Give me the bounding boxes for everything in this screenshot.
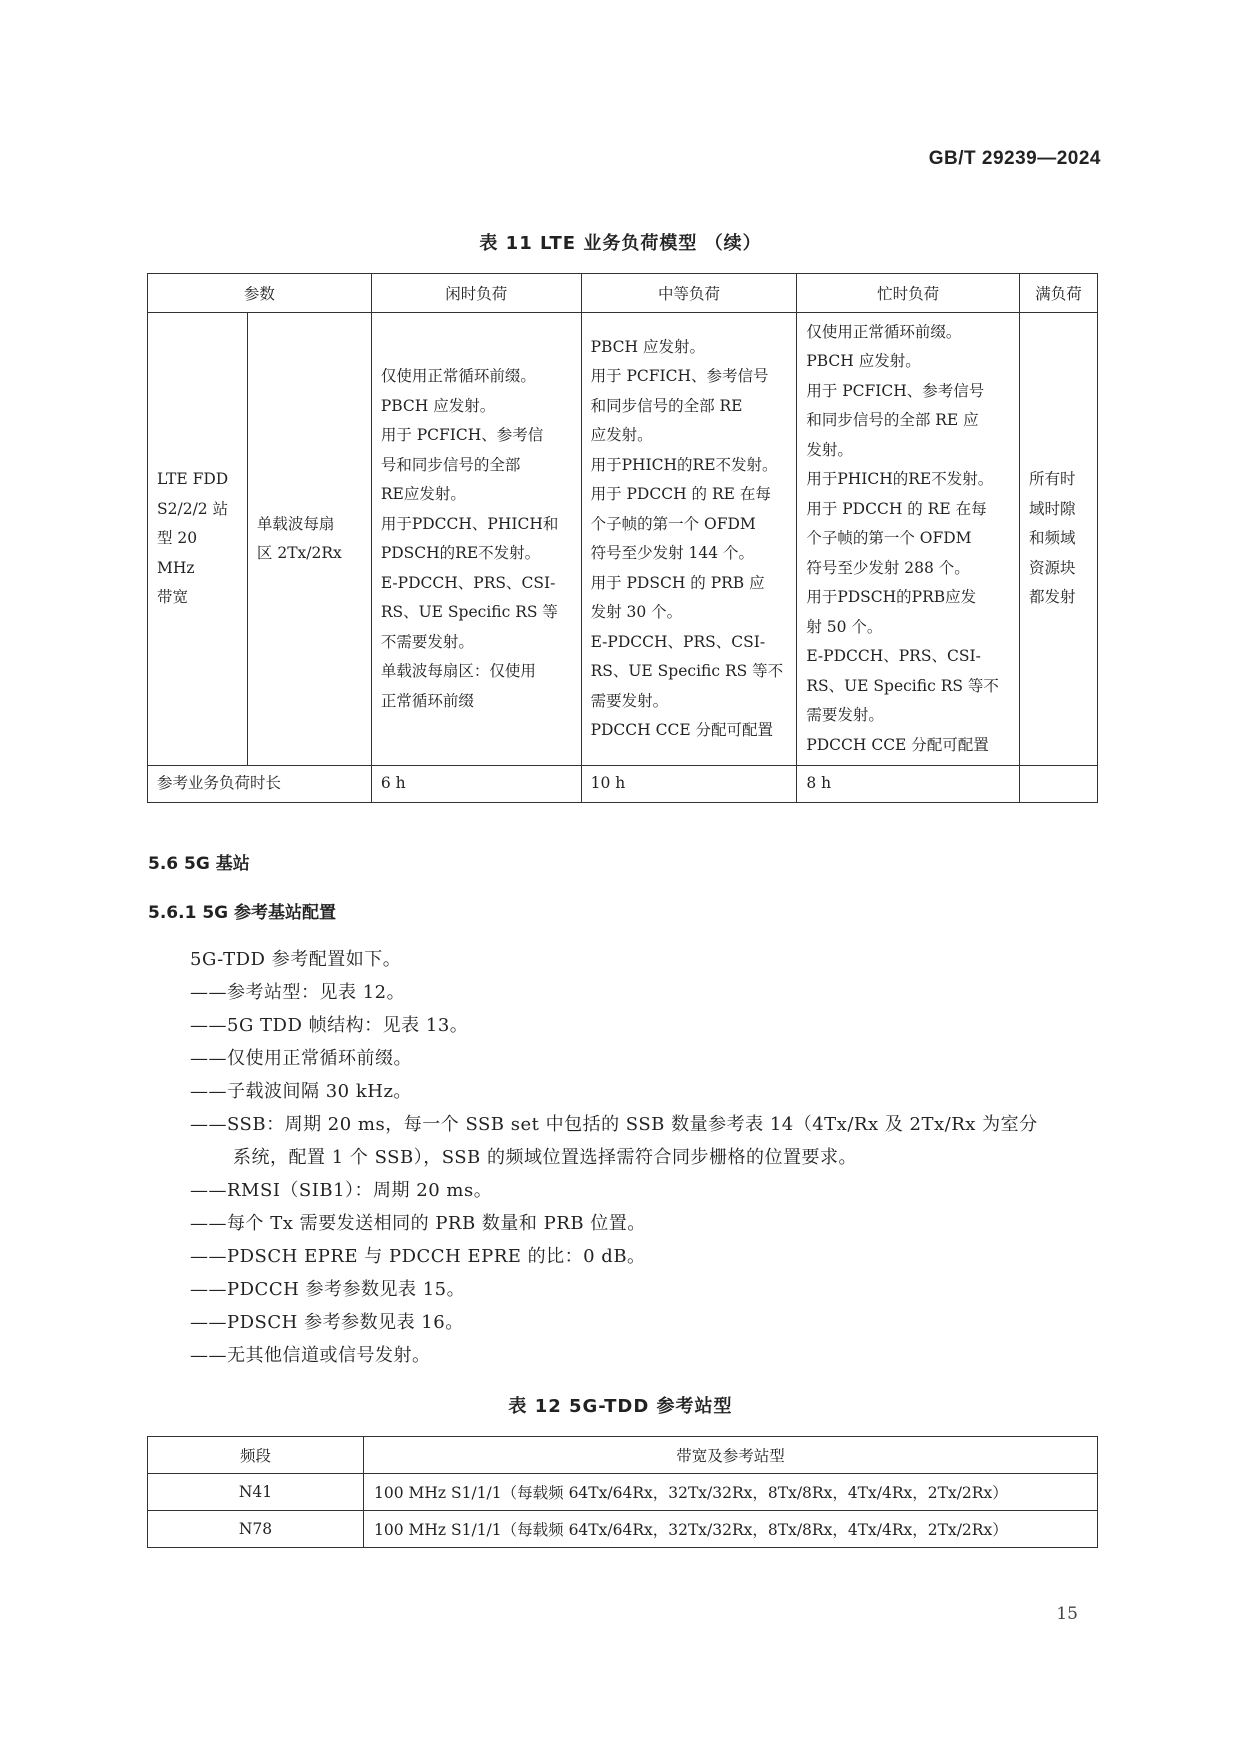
cell-line: E-PDCCH、PRS、CSI- bbox=[590, 632, 766, 651]
cell-line: S2/2/2 站 bbox=[157, 499, 229, 518]
table-header-cell: 中等负荷 bbox=[581, 274, 797, 313]
cell-line: RE应发射。 bbox=[380, 485, 466, 503]
table-12 bbox=[147, 1436, 1098, 1548]
body-intro: 5G-TDD 参考配置如下。 bbox=[190, 949, 402, 970]
cell-line: E-PDCCH、PRS、CSI- bbox=[806, 647, 981, 666]
section-heading-5-6-1: 5.6.1 5G 参考基站配置 bbox=[148, 903, 337, 923]
param-network-cell bbox=[148, 313, 248, 766]
cell-line: 用于 PDCCH 的 RE 在每 bbox=[806, 499, 987, 518]
cell-line: 个子帧的第一个 OFDM bbox=[806, 529, 972, 548]
param-carrier-cell bbox=[247, 313, 371, 766]
cell-line: 用于 PCFICH、参考信号 bbox=[590, 367, 769, 385]
cell-line: 发射。 bbox=[806, 440, 853, 459]
cell-line: 和同步信号的全部 RE 应 bbox=[806, 411, 979, 430]
list-item: ——PDSCH 参考参数见表 16。 bbox=[190, 1312, 464, 1333]
cell-line: RS、UE Specific RS 等 bbox=[380, 603, 558, 621]
page-number: 15 bbox=[1056, 1604, 1078, 1624]
table-12-caption: 表 12 5G-TDD 参考站型 bbox=[508, 1396, 733, 1417]
cell-line: 所有时 bbox=[1029, 470, 1076, 489]
standard-code: GB/T 29239—2024 bbox=[928, 148, 1101, 169]
table-header-cell: 频段 bbox=[148, 1437, 364, 1474]
band-cell: N78 bbox=[148, 1511, 364, 1548]
table-row bbox=[148, 766, 1098, 803]
table-header-cell: 参数 bbox=[148, 274, 372, 313]
list-item: ——子载波间隔 30 kHz。 bbox=[190, 1081, 412, 1102]
busy-load-cell bbox=[797, 313, 1020, 766]
list-item: ——PDSCH EPRE 与 PDCCH EPRE 的比：0 dB。 bbox=[190, 1246, 646, 1267]
cell-line: 带宽 bbox=[157, 588, 189, 607]
duration-medium-cell: 10 h bbox=[581, 766, 797, 803]
cell-line: 用于 PCFICH、参考信号 bbox=[806, 381, 985, 400]
cell-line: 需要发射。 bbox=[590, 691, 669, 710]
table-header-cell: 带宽及参考站型 bbox=[364, 1437, 1098, 1474]
cell-line: 射 50 个。 bbox=[806, 617, 883, 636]
cell-line: 单载波每扇 bbox=[256, 514, 335, 533]
config-cell: 100 MHz S1/1/1（每载频 64Tx/64Rx，32Tx/32Rx，8Tx/8Rx，4Tx/4Rx，2Tx/2Rx） bbox=[364, 1474, 1098, 1511]
cell-line: PBCH 应发射。 bbox=[806, 352, 921, 371]
list-item-continuation: 系统，配置 1 个 SSB），SSB 的频域位置选择需符合同步栅格的位置要求。 bbox=[233, 1147, 857, 1168]
cell-line: 用于 PDCCH 的 RE 在每 bbox=[590, 485, 771, 503]
cell-line: 符号至少发射 288 个。 bbox=[806, 558, 970, 577]
cell-line: 不需要发射。 bbox=[380, 632, 474, 651]
cell-line: PDSCH的RE不发射。 bbox=[380, 544, 541, 562]
duration-full-cell bbox=[1020, 766, 1098, 803]
cell-line: 符号至少发射 144 个。 bbox=[590, 544, 755, 562]
cell-line: 应发射。 bbox=[590, 426, 653, 444]
full-load-cell bbox=[1020, 313, 1098, 766]
cell-line: 用于 PCFICH、参考信 bbox=[380, 426, 544, 444]
table-header-cell: 满负荷 bbox=[1020, 274, 1098, 313]
duration-label-cell: 参考业务负荷时长 bbox=[148, 766, 372, 803]
cell-line: 区 2Tx/2Rx bbox=[256, 544, 342, 562]
cell-line: 和同步信号的全部 RE bbox=[590, 396, 743, 415]
idle-load-cell bbox=[371, 313, 581, 766]
section-heading-5-6: 5.6 5G 基站 bbox=[148, 854, 250, 874]
list-item: ——每个 Tx 需要发送相同的 PRB 数量和 PRB 位置。 bbox=[190, 1213, 646, 1234]
cell-line: RS、UE Specific RS 等不 bbox=[806, 676, 999, 695]
table-header-cell: 闲时负荷 bbox=[371, 274, 581, 313]
table-11-header-row bbox=[148, 274, 1098, 313]
cell-line: RS、UE Specific RS 等不 bbox=[590, 662, 784, 680]
medium-load-cell bbox=[581, 313, 797, 766]
cell-line: 需要发射。 bbox=[806, 706, 884, 725]
band-cell: N41 bbox=[148, 1474, 364, 1511]
cell-line: 用于 PDSCH 的 PRB 应 bbox=[590, 573, 765, 592]
duration-busy-cell: 8 h bbox=[797, 766, 1020, 803]
cell-line: E-PDCCH、PRS、CSI- bbox=[380, 573, 556, 592]
cell-line: 用于PDSCH的PRB应发 bbox=[806, 588, 977, 607]
table-11-caption: 表 11 LTE 业务负荷模型 （续） bbox=[479, 233, 762, 254]
list-item: ——5G TDD 帧结构：见表 13。 bbox=[190, 1015, 469, 1036]
cell-line: 用于PHICH的RE不发射。 bbox=[806, 470, 994, 489]
cell-line: PDCCH CCE 分配可配置 bbox=[806, 735, 989, 754]
cell-line: 号和同步信号的全部 bbox=[380, 455, 521, 474]
cell-line: LTE FDD bbox=[157, 470, 229, 489]
table-row bbox=[148, 1511, 1098, 1548]
table-header-cell: 忙时负荷 bbox=[797, 274, 1020, 313]
cell-line: 单载波每扇区：仅使用 bbox=[380, 662, 536, 680]
list-item: ——RMSI（SIB1）：周期 20 ms。 bbox=[190, 1180, 493, 1201]
config-cell: 100 MHz S1/1/1（每载频 64Tx/64Rx，32Tx/32Rx，8Tx/8Rx，4Tx/4Rx，2Tx/2Rx） bbox=[364, 1511, 1098, 1548]
cell-line: 仅使用正常循环前缀。 bbox=[806, 322, 962, 341]
cell-line: 用于PHICH的RE不发射。 bbox=[590, 455, 778, 474]
cell-line: 都发射 bbox=[1029, 588, 1076, 607]
cell-line: 正常循环前缀 bbox=[380, 691, 474, 710]
duration-idle-cell: 6 h bbox=[371, 766, 581, 803]
cell-line: 资源块 bbox=[1029, 558, 1076, 577]
cell-line: 和频域 bbox=[1029, 529, 1076, 548]
table-11 bbox=[147, 273, 1098, 803]
table-row bbox=[148, 1474, 1098, 1511]
cell-line: PDCCH CCE 分配可配置 bbox=[590, 721, 774, 739]
cell-line: 个子帧的第一个 OFDM bbox=[590, 514, 756, 533]
cell-line: 用于PDCCH、PHICH和 bbox=[380, 514, 559, 533]
table-12-header-row bbox=[148, 1437, 1098, 1474]
cell-line: 仅使用正常循环前缀。 bbox=[380, 367, 536, 385]
list-item: ——PDCCH 参考参数见表 15。 bbox=[190, 1279, 466, 1300]
cell-line: PBCH 应发射。 bbox=[590, 337, 705, 356]
table-row bbox=[148, 313, 1098, 766]
list-item: ——参考站型：见表 12。 bbox=[190, 982, 406, 1003]
cell-line: 域时隙 bbox=[1029, 499, 1076, 518]
list-item: ——无其他信道或信号发射。 bbox=[190, 1345, 431, 1366]
cell-line: PBCH 应发射。 bbox=[380, 396, 496, 415]
cell-line: 发射 30 个。 bbox=[590, 603, 683, 621]
cell-line: 型 20 MHz bbox=[157, 529, 198, 577]
list-item: ——SSB：周期 20 ms，每一个 SSB set 中包括的 SSB 数量参考表 14（4Tx/Rx 及 2Tx/Rx 为室分 bbox=[190, 1114, 1038, 1135]
list-item: ——仅使用正常循环前缀。 bbox=[190, 1048, 412, 1069]
